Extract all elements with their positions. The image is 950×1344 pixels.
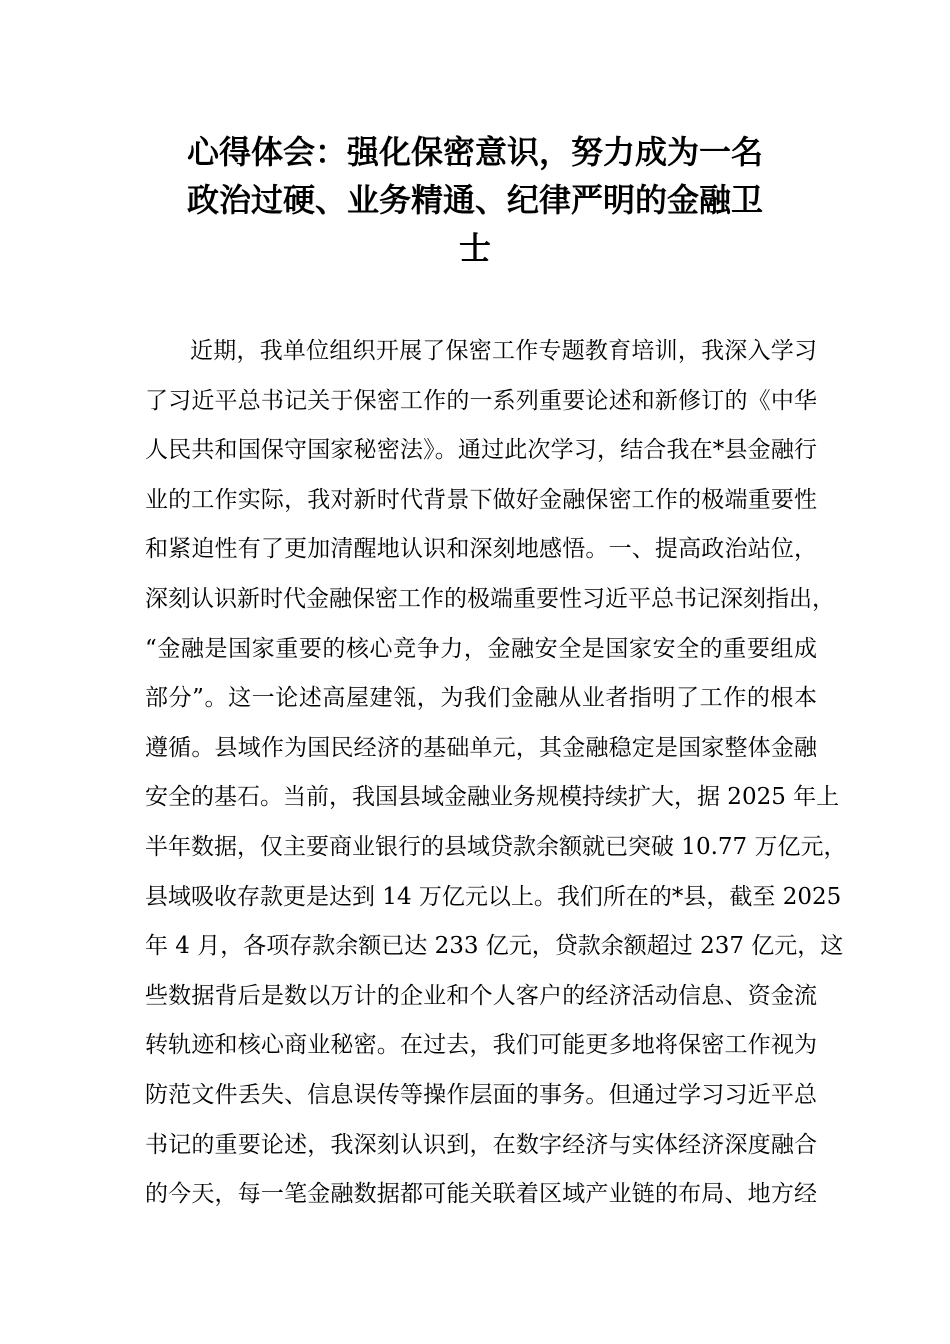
body-line: 了习近平总书记关于保密工作的一系列重要论述和新修订的《中华	[145, 387, 817, 414]
body-line: 年 4 月，各项存款余额已达 233 亿元，贷款余额超过 237 亿元，这	[145, 933, 844, 960]
body-line: 深刻认识新时代金融保密工作的极端重要性习近平总书记深刻指出，	[145, 585, 835, 612]
body-line: 书记的重要论述，我深刻认识到，在数字经济与实体经济深度融合	[145, 1131, 817, 1158]
body-line: 防范文件丢失、信息误传等操作层面的事务。但通过学习习近平总	[145, 1081, 817, 1108]
body-line: 的今天，每一笔金融数据都可能关联着区域产业链的布局、地方经	[145, 1181, 817, 1208]
body-line: 近期，我单位组织开展了保密工作专题教育培训，我深入学习	[190, 338, 817, 364]
body-line: 遵循。县域作为国民经济的基础单元，其金融稳定是国家整体金融	[145, 734, 817, 761]
document-body	[145, 327, 847, 1220]
body-line: 业的工作实际，我对新时代背景下做好金融保密工作的极端重要性	[145, 486, 817, 513]
title-line: 士	[458, 229, 491, 267]
body-line: 些数据背后是数以万计的企业和个人客户的经济活动信息、资金流	[145, 982, 817, 1009]
body-line: 人民共和国保守国家秘密法》。通过此次学习，结合我在*县金融行	[145, 437, 817, 464]
document-title	[100, 128, 850, 272]
body-line: 安全的基石。当前，我国县域金融业务规模持续扩大，据 2025 年上	[145, 784, 840, 811]
body-line: “金融是国家重要的核心竞争力，金融安全是国家安全的重要组成	[145, 635, 817, 662]
body-line: 县域吸收存款更是达到 14 万亿元以上。我们所在的*县，截至 2025	[145, 883, 842, 910]
title-line: 心得体会：强化保密意识，努力成为一名	[186, 133, 763, 171]
title-line: 政治过硬、业务精通、纪律严明的金融卫	[186, 181, 763, 219]
body-line: 和紧迫性有了更加清醒地认识和深刻地感悟。一、提高政治站位，	[145, 536, 817, 563]
body-line: 部分”。这一论述高屋建瓴，为我们金融从业者指明了工作的根本	[145, 685, 817, 712]
body-line: 半年数据，仅主要商业银行的县域贷款余额就已突破 10.77 万亿元，	[145, 833, 847, 860]
body-line: 转轨迹和核心商业秘密。在过去，我们可能更多地将保密工作视为	[145, 1032, 817, 1059]
